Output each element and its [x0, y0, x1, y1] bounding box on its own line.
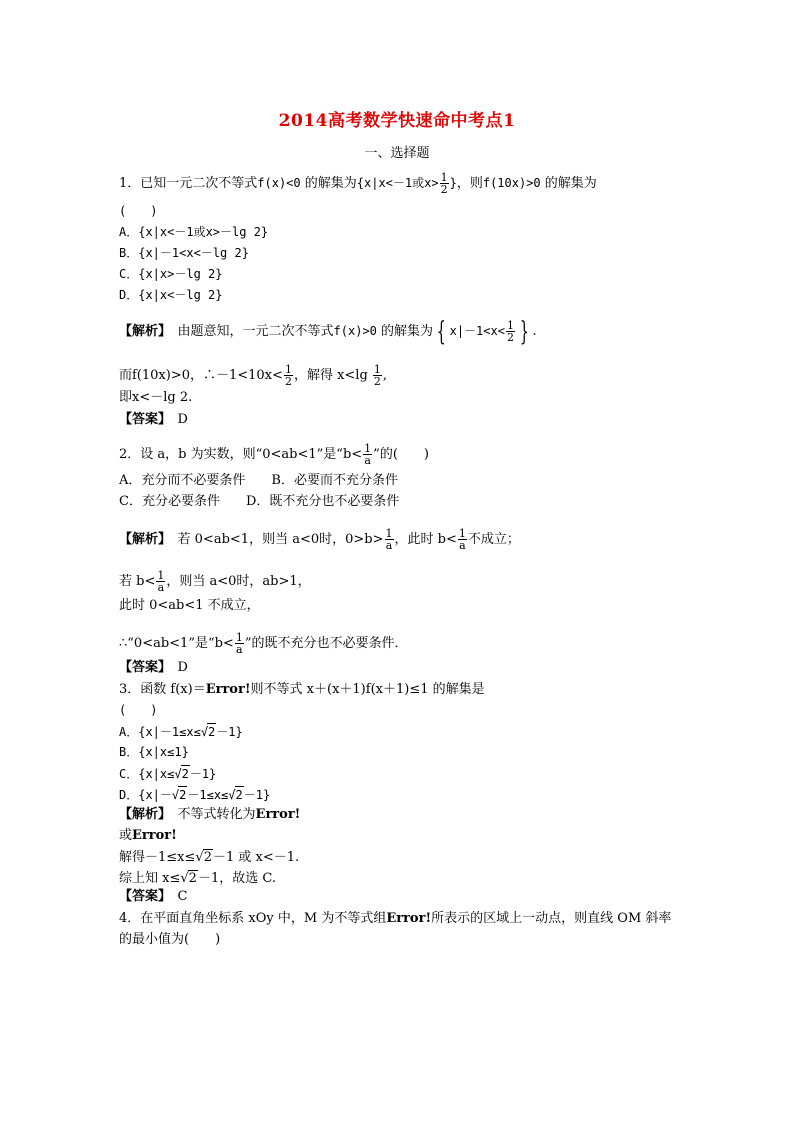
answer-label: 【答案】 — [119, 660, 165, 675]
q3-analysis-line3: 解得－1≤x≤√2－1 或 x<－1. — [119, 850, 300, 865]
q1-option-c: C．{x|x>－lg 2} — [119, 267, 223, 281]
fraction-one-over-a: $\frac{1}{a}$ — [458, 527, 466, 552]
fraction-one-over-a: $\frac{1}{a}$ — [385, 527, 393, 552]
error-text: Error! — [386, 911, 432, 926]
answer-label: 【答案】 — [119, 412, 165, 427]
q3-analysis-line4: 综上知 x≤√2－1，故选 C. — [119, 871, 276, 886]
fraction-one-half: $\frac{1}{2}$ — [506, 319, 514, 344]
analysis-label: 【解析】 — [119, 532, 165, 547]
q2-analysis-line4: ∴“0<ab<1”是“b< $\frac{1}{a}$ ”的既不充分也不必要条件． — [119, 631, 408, 656]
q1-option-d: D．{x|x<－lg 2} — [119, 288, 223, 302]
q1-analysis-line3: 即x<－lg 2. — [119, 390, 193, 405]
q2-answer: 【答案】 D — [119, 660, 188, 675]
q3-stem: 3．函数 f(x)＝Error!则不等式 x＋(x＋1)f(x＋1)≤1 的解集是 — [119, 682, 485, 697]
analysis-label: 【解析】 — [119, 324, 165, 339]
fraction-one-half: $\frac{1}{2}$ — [373, 363, 381, 388]
q2-analysis-line3: 此时 0<ab<1 不成立， — [119, 598, 260, 613]
q1-analysis-line1: 【解析】 由题意知，一元二次不等式f(x)>0 的解集为 { x|－1<x< $\frac{1}{2}$ } . — [119, 316, 537, 347]
fraction-one-over-a: $\frac{1}{a}$ — [157, 569, 165, 594]
q1-option-b: B．{x|－1<x<－lg 2} — [119, 246, 249, 260]
q3-paren: ( ) — [119, 703, 158, 717]
fraction-one-over-a: $\frac{1}{a}$ — [235, 631, 243, 656]
error-text: Error! — [255, 807, 301, 822]
answer-label: 【答案】 — [119, 889, 165, 904]
q3-option-d: D．{x|－√2－1≤x≤√2－1} — [119, 788, 271, 802]
q1-option-a: A．{x|x<－1或x>－lg 2} — [119, 225, 269, 239]
analysis-label: 【解析】 — [119, 807, 165, 822]
q2-analysis-line2: 若 b< $\frac{1}{a}$ ，则当 a<0时，ab>1， — [119, 569, 311, 594]
q3-option-b: B．{x|x≤1} — [119, 745, 189, 759]
q2-options-ab: A．充分而不必要条件 B．必要而不充分条件 — [119, 473, 398, 488]
q3-analysis-line2: 或Error! — [119, 828, 177, 843]
fraction-one-half: $\frac{1}{2}$ — [284, 363, 292, 388]
q4-stem-line1: 4．在平面直角坐标系 xOy 中，M 为不等式组Error!所表示的区域上一动点，则直线 OM 斜率 — [119, 911, 672, 926]
q2-options-cd: C．充分必要条件 D．既不充分也不必要条件 — [119, 494, 400, 509]
document-title: 2014高考数学快速命中考点1 — [278, 111, 516, 131]
error-text: Error! — [132, 828, 177, 843]
q3-option-c: C．{x|x≤√2－1} — [119, 767, 217, 781]
q4-stem-line2: 的最小值为( ) — [119, 932, 221, 947]
q2-analysis-line1: 【解析】 若 0<ab<1，则当 a<0时，0>b> $\frac{1}{a}$ ，此时 b< $\frac{1}{a}$ 不成立； — [119, 527, 520, 552]
q1-paren: ( ) — [119, 204, 158, 218]
error-text: Error! — [205, 682, 251, 697]
q1-answer: 【答案】 D — [119, 412, 188, 427]
section-heading: 一、选择题 — [364, 146, 430, 161]
q3-analysis-line1: 【解析】 不等式转化为Error! — [119, 807, 301, 822]
q1-stem: 1．已知一元二次不等式f(x)<0 的解集为{x|x<－1或x> $\frac{1}{2}$ }，则f(10x)>0 的解集为 — [119, 171, 597, 196]
q1-analysis-line2: 而f(10x)>0，∴－1<10x< $\frac{1}{2}$ ，解得 x<lg $\frac{1}{2}$ , — [119, 363, 388, 388]
q3-answer: 【答案】 C — [119, 889, 188, 904]
fraction-one-over-a: $\frac{1}{a}$ — [364, 442, 372, 467]
fraction-one-half: $\frac{1}{2}$ — [440, 171, 448, 196]
q2-stem: 2．设 a，b 为实数，则“0<ab<1”是“b< $\frac{1}{a}$ ”的( ) — [119, 442, 429, 467]
q3-option-a: A．{x|－1≤x≤√2－1} — [119, 725, 243, 739]
